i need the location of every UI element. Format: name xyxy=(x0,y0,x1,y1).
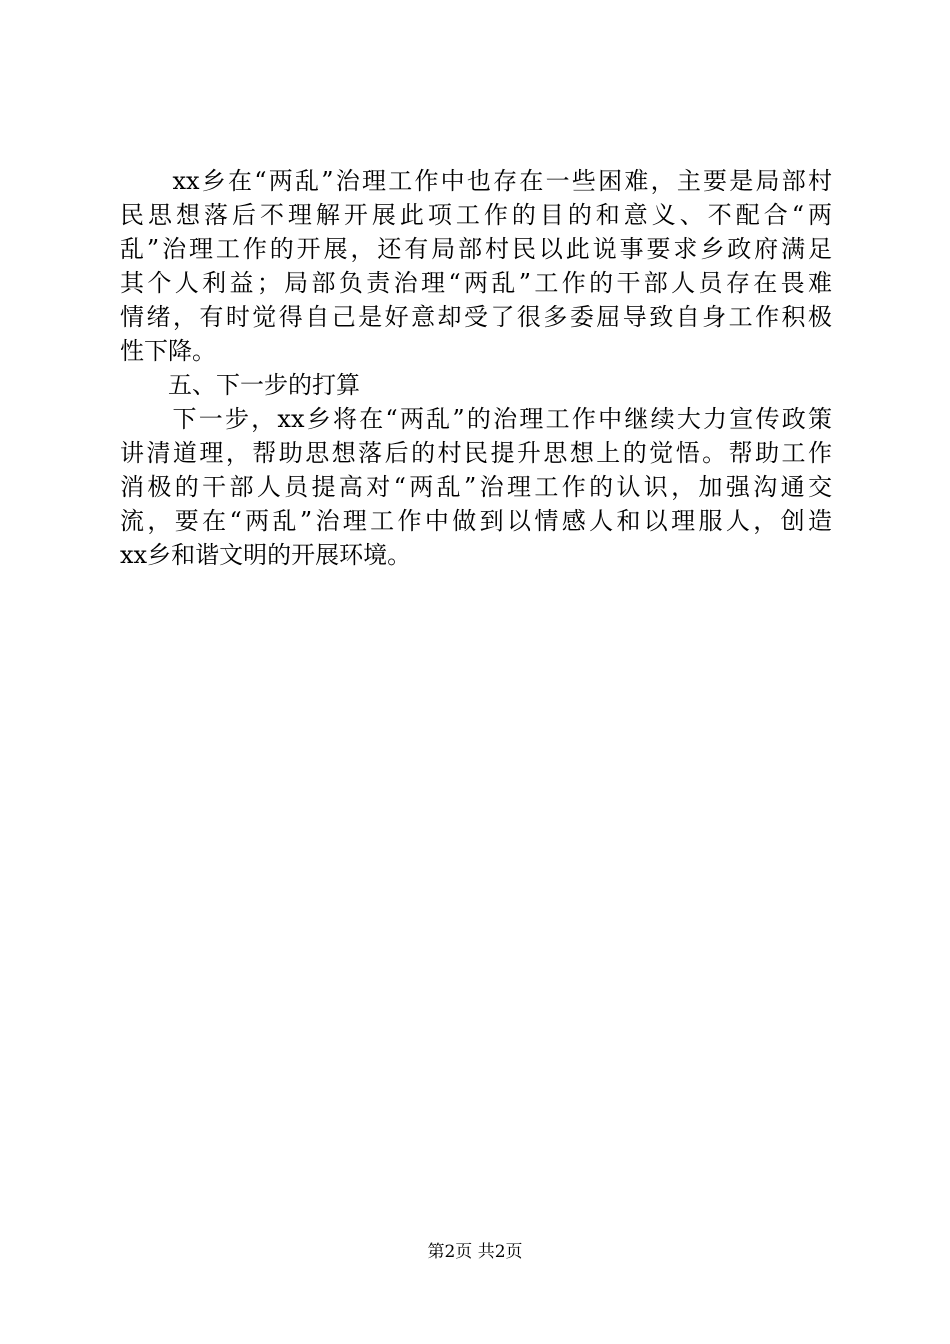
page-footer xyxy=(0,1240,950,1264)
paragraph-line: 消极的干部人员提高对“两乱”治理工作的认识，加强沟通交 xyxy=(120,473,832,501)
paragraph-line: xx乡在“两乱”治理工作中也存在一些困难，主要是局部村 xyxy=(120,167,832,195)
paragraph-next-steps xyxy=(120,402,832,572)
page-number: 第2页 共2页 xyxy=(427,1242,523,1262)
paragraph-line: xx乡和谐文明的开展环境。 xyxy=(120,541,412,569)
paragraph-line: 性下降。 xyxy=(120,337,216,365)
document-body xyxy=(120,164,832,572)
paragraph-line: 乱”治理工作的开展，还有局部村民以此说事要求乡政府满足 xyxy=(120,235,832,263)
paragraph-line: 流，要在“两乱”治理工作中做到以情感人和以理服人，创造 xyxy=(120,507,832,535)
paragraph-line: 其个人利益；局部负责治理“两乱”工作的干部人员存在畏难 xyxy=(120,269,832,297)
paragraph-line: 情绪，有时觉得自己是好意却受了很多委屈导致自身工作积极 xyxy=(120,303,832,331)
paragraph-line: 讲清道理，帮助思想落后的村民提升思想上的觉悟。帮助工作 xyxy=(120,439,832,467)
section-heading: 五、下一步的打算 xyxy=(120,371,360,399)
paragraph-line: 民思想落后不理解开展此项工作的目的和意义、不配合“两 xyxy=(120,201,832,229)
paragraph-line: 下一步，xx乡将在“两乱”的治理工作中继续大力宣传政策 xyxy=(120,405,832,433)
paragraph-difficulties xyxy=(120,164,832,368)
